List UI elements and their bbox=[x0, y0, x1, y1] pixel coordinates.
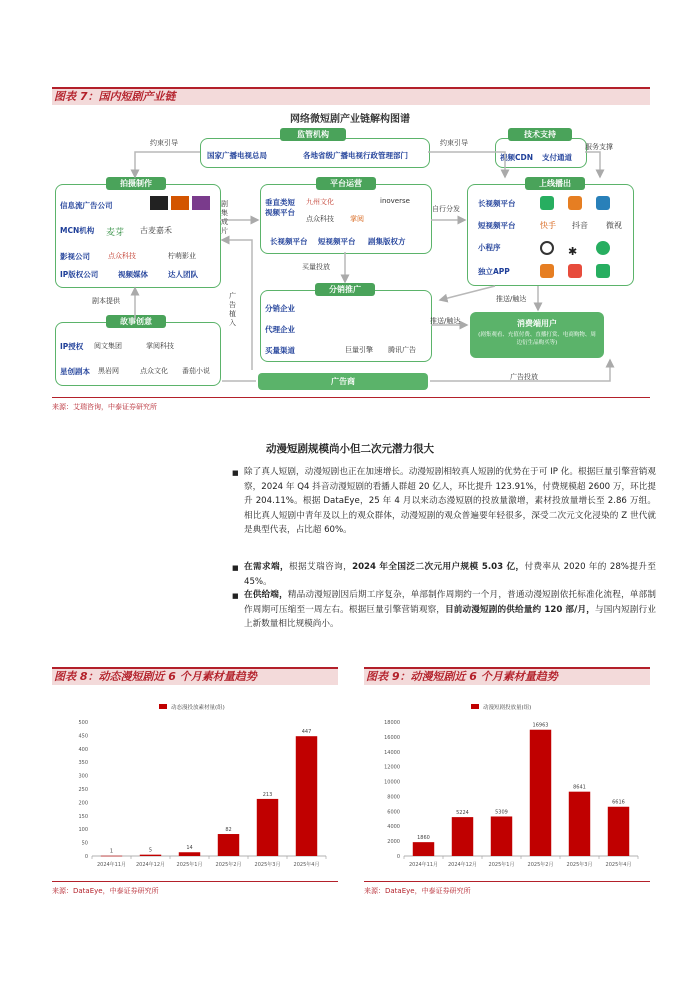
dist-item-1: 代理企业 bbox=[265, 325, 295, 334]
legend bbox=[159, 703, 225, 711]
y-tick-label: 18000 bbox=[384, 720, 400, 726]
y-tick-label: 2000 bbox=[387, 839, 400, 846]
figure-8-rule bbox=[52, 881, 338, 882]
bar bbox=[530, 730, 551, 856]
flow-5: 买量投放 bbox=[302, 263, 330, 271]
x-tick-label: 2024年12月 bbox=[135, 862, 166, 868]
plat-item-0: 垂直类短视频平台 bbox=[265, 198, 295, 217]
online-item-1: 短视频平台 bbox=[478, 221, 516, 230]
legend-swatch bbox=[159, 704, 167, 709]
bullet-icon: ■ bbox=[232, 469, 239, 477]
flow-2: 服务支撑 bbox=[585, 143, 613, 151]
tech-pay: 支付通道 bbox=[542, 153, 572, 162]
data-label: 82 bbox=[225, 827, 232, 834]
story-logo-4: 番茄小说 bbox=[182, 367, 210, 375]
figure-7-title: 图表 7：国内短剧产业链 bbox=[52, 87, 650, 105]
flow-7: 广告植入 bbox=[229, 292, 236, 327]
y-tick-label: 12000 bbox=[384, 764, 400, 771]
flow-10: 广告投放 bbox=[510, 373, 538, 381]
y-tick-label: 500 bbox=[78, 720, 88, 726]
prod-item-3: IP版权公司 bbox=[60, 270, 99, 279]
chart-9 bbox=[364, 696, 650, 878]
data-label: 1 bbox=[109, 848, 114, 855]
plat-logo-2: 掌阅 bbox=[350, 215, 364, 223]
x-tick-label: 2025年2月 bbox=[215, 862, 242, 868]
y-tick-label: 8000 bbox=[387, 794, 400, 801]
plat-logo-1: 点众科技 bbox=[306, 215, 334, 223]
prod-item-2: 影视公司 bbox=[60, 252, 90, 261]
diagram-connectors bbox=[0, 0, 700, 400]
y-tick-label: 14000 bbox=[384, 749, 400, 756]
consumer-desc: (剧集观看、充值付费、直播打赏、电商购物、周边衍生品购买等) bbox=[478, 332, 596, 346]
plat-item-2: 短视频平台 bbox=[318, 237, 356, 246]
y-tick-label: 4000 bbox=[387, 824, 400, 831]
legend-label: 动漫短剧投放量(组) bbox=[483, 705, 532, 711]
online-logo-2: 微视 bbox=[606, 221, 622, 230]
y-tick-label: 200 bbox=[78, 800, 88, 807]
dist-logo-0: 巨量引擎 bbox=[345, 346, 373, 354]
tech-label: 技术支持 bbox=[508, 128, 572, 141]
regulator-left: 国家广播电视总局 bbox=[207, 151, 267, 160]
figure-9-source: 来源：DataEye，中泰证券研究所 bbox=[364, 887, 471, 895]
plat-item-1: 长视频平台 bbox=[270, 237, 308, 246]
x-tick-label: 2025年2月 bbox=[527, 862, 554, 868]
data-label: 14 bbox=[186, 845, 193, 852]
x-tick-label: 2025年3月 bbox=[566, 862, 593, 868]
story-item-0: IP授权 bbox=[60, 342, 84, 351]
prod-item-5: 达人团队 bbox=[168, 270, 198, 279]
bar bbox=[413, 842, 434, 856]
x-tick-label: 2024年12月 bbox=[447, 862, 478, 868]
story-label: 故事创意 bbox=[106, 315, 166, 328]
section-title: 动漫短剧规模尚小但二次元潜力很大 bbox=[266, 443, 434, 455]
x-tick-label: 2025年4月 bbox=[293, 862, 320, 868]
bar bbox=[140, 855, 161, 856]
online-label: 上线播出 bbox=[525, 177, 585, 190]
bar bbox=[608, 807, 629, 856]
diagram-title: 网络微短剧产业链解构图谱 bbox=[290, 114, 410, 125]
bullet-2: 在供给端，精品动漫短剧因后期工序复杂，单部制作周期约一个月，普通动漫短剧依托标准化流程，单部制作周期可压缩至一周左右。根据巨量引擎营销观察，目前动漫短剧的供给量约 120 部/月，与国内短剧行业上新数量相比规模尚小。 bbox=[244, 590, 656, 629]
prod-logo-3: 柠萌影业 bbox=[168, 252, 196, 260]
online-item-0: 长视频平台 bbox=[478, 199, 516, 208]
y-tick-label: 450 bbox=[78, 733, 88, 740]
online-item-3: 独立APP bbox=[478, 267, 510, 276]
x-tick-label: 2025年1月 bbox=[176, 862, 203, 868]
online-logo-1: 抖音 bbox=[572, 221, 588, 230]
figure-8-title: 图表 8：动态漫短剧近 6 个月素材量趋势 bbox=[52, 667, 338, 685]
data-label: 8641 bbox=[573, 784, 586, 791]
y-tick-label: 150 bbox=[78, 813, 88, 820]
data-label: 1860 bbox=[417, 835, 430, 842]
y-tick-label: 250 bbox=[78, 787, 88, 793]
distribute-label: 分销推广 bbox=[315, 283, 375, 296]
story-logo-1: 掌阅科技 bbox=[146, 342, 174, 350]
data-label: 6616 bbox=[612, 799, 625, 806]
consumer-label: 消费端用户 bbox=[517, 319, 557, 328]
flow-0: 约束引导 bbox=[150, 139, 178, 147]
legend-label: 动态漫投放素材量(组) bbox=[171, 705, 225, 711]
regulator-right: 各地省级广播电视行政管理部门 bbox=[303, 151, 408, 160]
chart-8 bbox=[52, 696, 338, 878]
x-tick-label: 2024年11月 bbox=[408, 862, 439, 868]
online-item-2: 小程序 bbox=[478, 243, 501, 252]
flow-4: 自行分发 bbox=[432, 205, 460, 213]
x-tick-label: 2025年3月 bbox=[254, 862, 281, 868]
figure-9-rule bbox=[364, 881, 650, 882]
tech-cdn: 视频CDN bbox=[500, 153, 534, 162]
bar bbox=[101, 856, 122, 857]
plat-logo-3: inoverse bbox=[380, 197, 410, 205]
figure-7-source: 来源：艾瑞咨询，中泰证券研究所 bbox=[52, 403, 157, 411]
bar bbox=[218, 834, 239, 856]
y-tick-label: 0 bbox=[84, 854, 88, 860]
bar bbox=[452, 817, 473, 856]
dist-logo-1: 腾讯广告 bbox=[388, 346, 416, 354]
y-tick-label: 50 bbox=[81, 840, 88, 847]
y-tick-label: 10000 bbox=[384, 779, 400, 786]
data-label: 5 bbox=[148, 847, 153, 854]
online-app-icons-2: ✱ bbox=[540, 240, 610, 259]
x-tick-label: 2024年11月 bbox=[96, 862, 127, 868]
bar bbox=[569, 792, 590, 856]
plat-item-3: 剧集版权方 bbox=[368, 237, 406, 246]
prod-item-0: 信息流广告公司 bbox=[60, 201, 113, 210]
bar bbox=[179, 852, 200, 856]
dist-item-2: 买量渠道 bbox=[265, 346, 295, 355]
data-label: 16963 bbox=[532, 722, 549, 729]
y-tick-label: 0 bbox=[396, 854, 400, 860]
y-tick-label: 100 bbox=[78, 827, 88, 834]
prod-logo-1: 古麦嘉禾 bbox=[140, 226, 172, 235]
data-label: 213 bbox=[262, 791, 273, 798]
story-item-1: 星创剧本 bbox=[60, 367, 90, 376]
story-logo-0: 阅文集团 bbox=[94, 342, 122, 350]
story-logo-3: 点众文化 bbox=[140, 367, 168, 375]
regulator-label: 监管机构 bbox=[280, 128, 346, 141]
flow-9: 推送/触达 bbox=[496, 295, 527, 303]
prod-item-4: 视频媒体 bbox=[118, 270, 148, 279]
y-tick-label: 400 bbox=[78, 746, 88, 753]
bullet-icon: ■ bbox=[232, 564, 239, 572]
dist-item-0: 分销企业 bbox=[265, 304, 295, 313]
story-logo-2: 黑岩网 bbox=[98, 367, 119, 375]
bar bbox=[296, 736, 317, 856]
online-logo-0: 快手 bbox=[540, 221, 556, 230]
bar bbox=[257, 799, 278, 856]
flow-1: 约束引导 bbox=[440, 139, 468, 147]
y-tick-label: 6000 bbox=[387, 809, 400, 816]
prod-logo-0: 麦芽 bbox=[106, 228, 125, 238]
flow-3: 剧集成片 bbox=[221, 200, 228, 235]
bullet-0: 除了真人短剧，动漫短剧也正在加速增长。动漫短剧相较真人短剧的优势在于可 IP 化。根据巨量引擎营销观察，2024 年 Q4 抖音动漫短剧的看播人群超 20 亿人，环比提升 123.91%，付费规模超 2600 万，环比提升 204.11%。根据 DataEye，25 年 4 月以来动态漫短剧的投放量激增，素材投放量增长至 2.86 万组。相比真人短剧中青年及以上的观众群体，动漫短剧的观众普遍要年轻很多，深受二次元文化浸染的 Z 世代就是典型代表，占比超 60%。 bbox=[244, 467, 656, 535]
figure-7-rule bbox=[52, 397, 650, 398]
prod-item-1: MCN机构 bbox=[60, 226, 95, 235]
plat-logo-0: 九州文化 bbox=[306, 198, 334, 206]
x-tick-label: 2025年4月 bbox=[605, 862, 632, 868]
data-label: 5309 bbox=[495, 809, 508, 816]
y-tick-label: 16000 bbox=[384, 734, 400, 741]
y-tick-label: 350 bbox=[78, 760, 88, 767]
ad-label: 广告商 bbox=[331, 377, 355, 386]
bullet-icon: ■ bbox=[232, 592, 239, 600]
flow-8: 推送/触达 bbox=[430, 317, 461, 325]
data-label: 5224 bbox=[456, 810, 469, 817]
x-tick-label: 2025年1月 bbox=[488, 862, 515, 868]
bar bbox=[491, 816, 512, 856]
y-tick-label: 300 bbox=[78, 773, 88, 780]
legend-swatch bbox=[471, 704, 479, 709]
figure-8-source: 来源：DataEye，中泰证券研究所 bbox=[52, 887, 159, 895]
flow-6: 剧本提供 bbox=[92, 297, 120, 305]
data-label: 447 bbox=[301, 729, 312, 736]
bullet-1: 在需求端，根据艾瑞咨询，2024 年全国泛二次元用户规模 5.03 亿，付费率从 2020 年的 28%提升至 45%。 bbox=[244, 562, 656, 587]
figure-9-title: 图表 9：动漫短剧近 6 个月素材量趋势 bbox=[364, 667, 650, 685]
production-label: 拍摄制作 bbox=[106, 177, 166, 190]
platform-label: 平台运营 bbox=[316, 177, 376, 190]
prod-logo-2: 点众科技 bbox=[108, 252, 136, 260]
legend bbox=[471, 703, 531, 711]
